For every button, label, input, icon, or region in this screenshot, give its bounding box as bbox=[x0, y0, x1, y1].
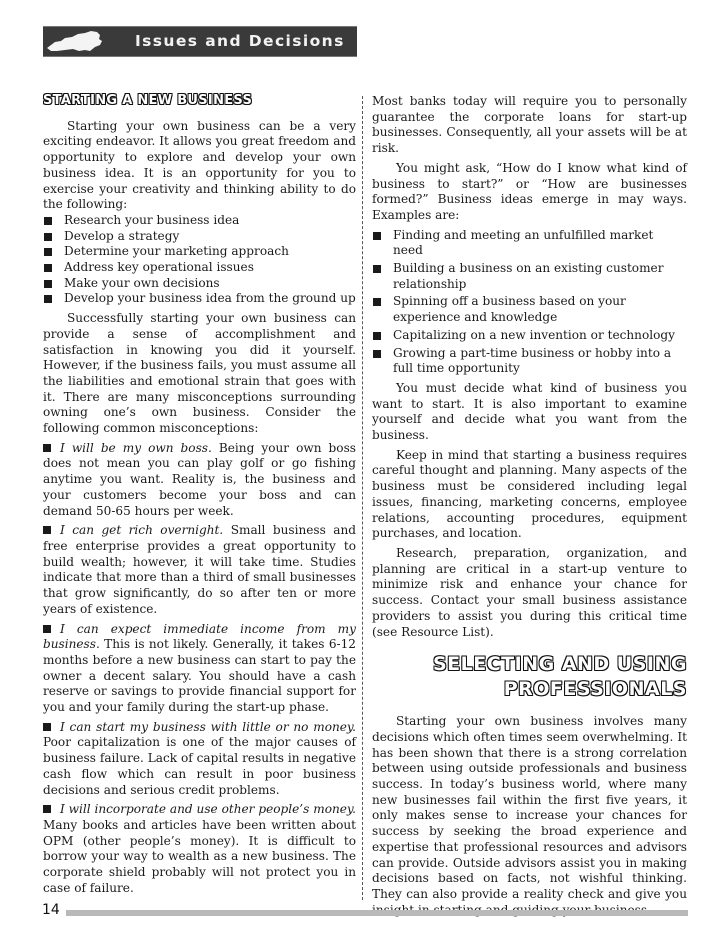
heading-line: SELECTING AND USING bbox=[432, 653, 687, 676]
misconception-text: This is not likely. Generally, it takes 6-12 months before a new business can start to pay the owner a decent salary. You should have a cash reserve or savings to provide financial support for you and your family during the start-up phase. bbox=[43, 637, 356, 715]
misconception-item bbox=[43, 720, 356, 799]
list-item: Develop your business idea from the ground up bbox=[43, 291, 356, 307]
north-carolina-state-icon bbox=[45, 29, 105, 54]
list-item: Research your business idea bbox=[43, 213, 356, 229]
section-header-bar bbox=[43, 26, 357, 57]
misconception-text: Many books and articles have been written about OPM (other people’s money). It is difficult to borrow your way to wealth as a new business. The corporate shield probably will not protect you in case of failure. bbox=[43, 817, 356, 895]
misconception-item bbox=[43, 523, 356, 617]
misconception-text: Poor capitalization is one of the major causes of business failure. Lack of capital results in negative cash flow which can result in poor business decisions and serious credit problems. bbox=[43, 735, 356, 797]
misconception-lead: I can expect immediate income from my business. bbox=[43, 621, 356, 652]
footer-rule bbox=[66, 910, 688, 916]
square-bullet-icon bbox=[43, 805, 51, 813]
square-bullet-icon bbox=[43, 526, 51, 534]
intro-paragraph: Starting your own business can be a very exciting endeavor. It allows you great freedom and opportunity to explore and develop your own business idea. It is an opportunity for you to exercise your creativity and thinking ability to do the following: bbox=[43, 118, 356, 212]
misconception-lead: I can start my business with little or no money. bbox=[60, 719, 356, 734]
list-item: Address key operational issues bbox=[43, 260, 356, 276]
column-divider bbox=[362, 96, 363, 900]
square-bullet-icon bbox=[43, 625, 51, 633]
planning-paragraph: Keep in mind that starting a business requires careful thought and planning. Many aspects of the business must be considered including legal issues, financing, marketing concerns, employee relations, accounting procedures, equipment purchases, and location. bbox=[372, 447, 687, 541]
square-bullet-icon bbox=[43, 723, 51, 731]
business-ideas-paragraph: You might ask, “How do I know what kind of business to start?” or “How are businesses formed?” Business ideas emerge in may ways. Examples are: bbox=[372, 160, 687, 222]
right-column bbox=[372, 94, 687, 918]
misconception-lead: I will incorporate and use other people’s money. bbox=[60, 802, 356, 817]
misconception-lead: I will be my own boss. bbox=[60, 440, 212, 455]
left-column bbox=[43, 93, 356, 896]
list-item: Spinning off a business based on your experience and knowledge bbox=[372, 294, 687, 325]
decide-paragraph: You must decide what kind of business you want to start. It is also important to examine yourself and decide what you want from the business. bbox=[372, 380, 687, 443]
heading-selecting-professionals bbox=[372, 652, 687, 702]
business-ideas-list bbox=[372, 228, 687, 377]
heading-starting-a-new-business: STARTING A NEW BUSINESS bbox=[43, 93, 253, 108]
research-paragraph: Research, preparation, organization, and planning are critical in a start-up venture to minimize risk and enhance your chance for success. Contact your small business assistance providers to assist you during this critical time (see Resource List). bbox=[372, 545, 687, 639]
list-item: Determine your marketing approach bbox=[43, 244, 356, 260]
misconception-item bbox=[43, 622, 356, 716]
list-item: Make your own decisions bbox=[43, 276, 356, 292]
misconception-lead: I can get rich overnight. bbox=[60, 523, 224, 538]
misconception-text: Small business and free enterprise provides a great opportunity to build wealth; however, it will take time. Studies indicate that more than a third of small businesses that grow significantly, do so after ten or more years of existence. bbox=[43, 523, 357, 616]
activity-list bbox=[43, 213, 356, 307]
list-item: Capitalizing on a new invention or technology bbox=[372, 328, 687, 344]
misconceptions-intro-paragraph: Successfully starting your own business can provide a sense of accomplishment and satisfaction in knowing you did it yourself. However, if the business fails, you must assume all the liabilities and emotional strain that goes with it. There are many misconceptions surrounding owning one’s own business. Consider the following common misconceptions: bbox=[43, 311, 356, 436]
section-title: Issues and Decisions bbox=[135, 32, 345, 50]
page-number: 14 bbox=[42, 902, 60, 918]
misconception-item bbox=[43, 802, 356, 896]
square-bullet-icon bbox=[43, 444, 51, 452]
professionals-paragraph: Starting your own business involves many decisions which often times seem overwhelming. It has been shown that there is a strong correlation between using outside professionals and business success. In today’s business world, where many new businesses fail within the first five years, it only makes sense to increase your chances for success by seeking the broad experience and expertise that professional resources and advisors can provide. Outside advisors assist you in making decisions based on facts, not wishful thinking. They can also provide a reality check and give you bbox=[372, 714, 687, 901]
list-item: Building a business on an existing customer relationship bbox=[372, 261, 687, 292]
bank-guarantee-paragraph: Most banks today will require you to personally guarantee the corporate loans for start-up businesses. Consequently, all your assets will be at risk. bbox=[372, 94, 687, 156]
list-item: Develop a strategy bbox=[43, 229, 356, 245]
list-item: Finding and meeting an unfulfilled market need bbox=[372, 228, 687, 259]
misconception-item bbox=[43, 441, 356, 520]
heading-line: PROFESSIONALS bbox=[503, 678, 687, 701]
list-item: Growing a part-time business or hobby into a full time opportunity bbox=[372, 346, 687, 377]
misconception-text: Being your own boss does not mean you can play golf or go fishing anytime you want. Reality is, the business and your customers become your boss and can demand 50-65 hours per week. bbox=[43, 440, 356, 518]
